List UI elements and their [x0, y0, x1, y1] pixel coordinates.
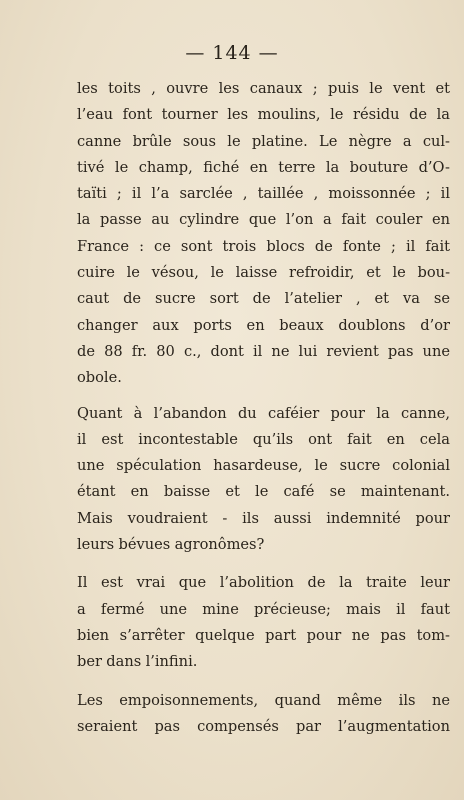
- text-line: Mais voudraient - ils aussi indemnité pour: [77, 509, 450, 527]
- text-line: taïti ; il l’a sarclée , taillée , moissonnée ; il: [77, 185, 450, 203]
- text-line: tivé le champ, fiché en terre la bouture d’O-: [77, 158, 450, 176]
- text-line: il est incontestable qu’ils ont fait en cela: [77, 430, 450, 448]
- body-text: [77, 76, 450, 740]
- text-line: a fermé une mine précieuse; mais il faut: [77, 600, 450, 618]
- text-line: seraient pas compensés par l’augmentation: [77, 717, 450, 735]
- text-line: Les empoisonnements, quand même ils ne: [77, 691, 450, 709]
- text-line: Quant à l’abandon du caféier pour la canne,: [77, 404, 450, 422]
- text-line: France : ce sont trois blocs de fonte ; il fait: [77, 237, 450, 255]
- paragraph-3: [77, 570, 450, 675]
- paragraph-4: [77, 688, 450, 741]
- paragraph-2: [77, 401, 450, 559]
- text-line: cuire le vésou, le laisse refroidir, et le bou-: [77, 264, 450, 282]
- text-line: de 88 fr. 80 c., dont il ne lui revient pas une: [77, 342, 450, 360]
- text-line: étant en baisse et le café se maintenant.: [77, 483, 450, 501]
- text-line: Il est vrai que l’abolition de la traite leur: [77, 574, 450, 592]
- text-line: obole.: [77, 369, 122, 387]
- text-line: bien s’arrêter quelque part pour ne pas tom-: [77, 626, 450, 644]
- paragraph-1: [77, 76, 450, 392]
- text-line: la passe au cylindre que l’on a fait couler en: [77, 211, 450, 229]
- page-number: — 144 —: [185, 42, 279, 64]
- text-line: canne brûle sous le platine. Le nègre a cul-: [77, 132, 450, 150]
- text-line: l’eau font tourner les moulins, le résidu de la: [77, 106, 450, 124]
- text-line: ber dans l’infini.: [77, 653, 198, 671]
- text-line: les toits , ouvre les canaux ; puis le vent et: [77, 80, 450, 97]
- text-line: changer aux ports en beaux doublons d’or: [77, 316, 450, 334]
- text-line: caut de sucre sort de l’atelier , et va se: [77, 290, 450, 308]
- text-line: leurs bévues agronômes?: [77, 536, 265, 554]
- text-line: une spéculation hasardeuse, le sucre colonial: [77, 457, 450, 475]
